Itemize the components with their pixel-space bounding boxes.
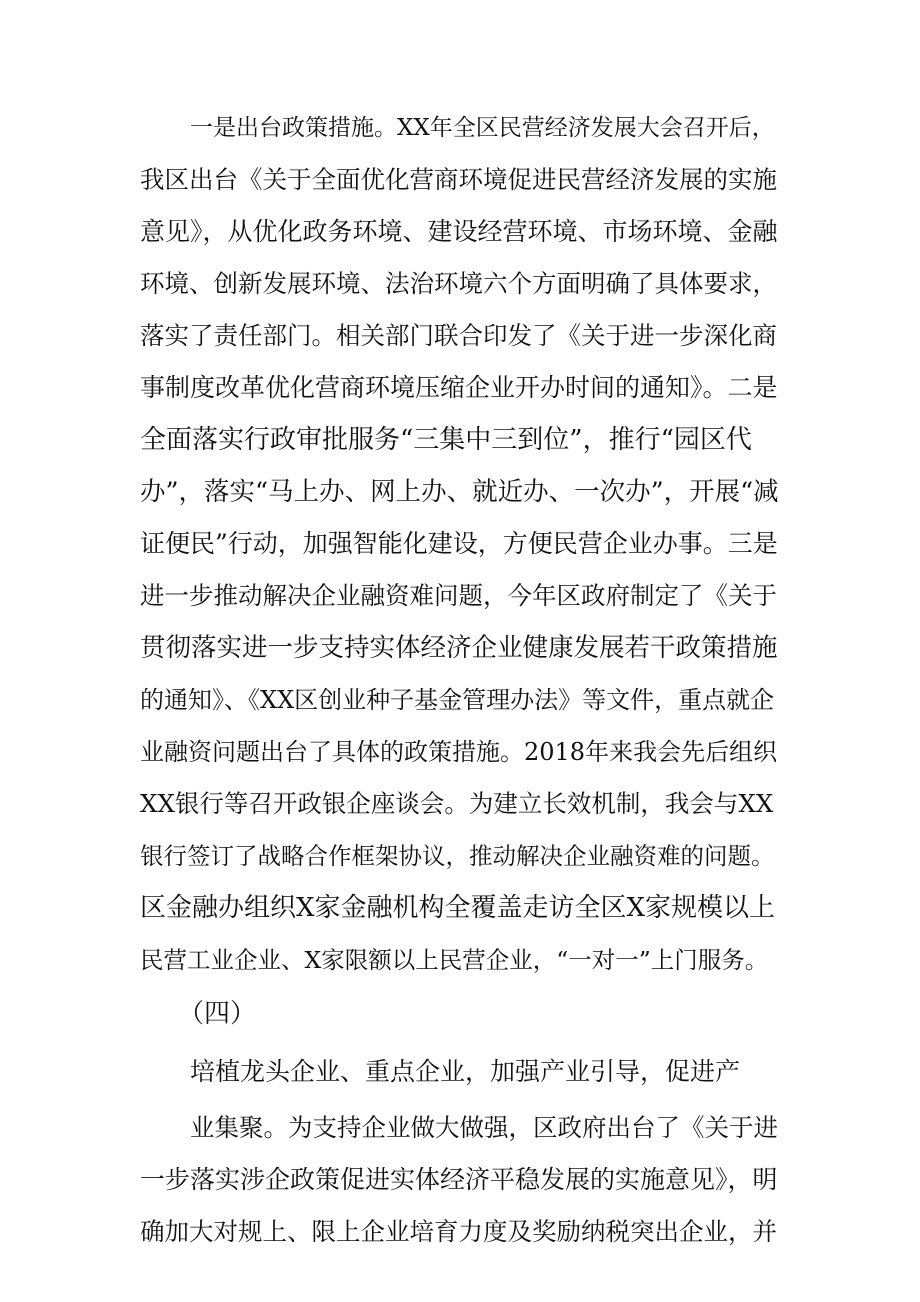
text-line-12: 的通知》、《XX区创业种子基金管理办法》等文件，重点就企 [140,686,775,714]
text-line-11: 贯彻落实进一步支持实体经济企业健康发展若干政策措施 [140,633,778,663]
text-line-20: 业集聚。为支持企业做大做强，区政府出台了《关于进 [190,1113,778,1142]
text-line-9: 证便民”行动，加强智能化建设，方便民营企业办事。三是 [140,529,778,558]
text-line-22: 确加大对规上、限上企业培育力度及奖励纳税突出企业，并 [140,1217,777,1246]
text-line-21: 一步落实涉企政策促进实体经济平稳发展的实施意见》，明 [140,1165,778,1194]
text-line-13: 业融资问题出台了具体的政策措施。2018年来我会先后组织 [140,738,778,766]
text-line-4: 环境、创新发展环境、法治环境六个方面明确了具体要求， [140,269,777,298]
text-line-17: 民营工业企业、X家限额以上民营企业，“一对一”上门服务。 [140,946,769,974]
text-line-6: 事制度改革优化营商环境压缩企业开办时间的通知》。二是 [140,373,778,402]
text-line-2: 我区出台《关于全面优化营商环境促进民营经济发展的实施 [140,165,777,194]
text-line-14: XX银行等召开政银企座谈会。为建立长效机制，我会与XX [140,789,774,818]
text-line-8: 办”，落实“马上办、网上办、就近办、一次办”，开展“减 [140,477,779,507]
section-heading: （四） [178,999,257,1029]
text-line-19: 培植龙头企业、重点企业，加强产业引导，促进产 [190,1057,741,1086]
text-line-7: 全面落实行政审批服务“三集中三到位”，推行“园区代 [140,425,752,455]
text-line-16: 区金融办组织X家金融机构全覆盖走访全区X家规模以上 [140,893,776,923]
text-line-1: 一是出台政策措施。XX年全区民营经济发展大会召开后， [190,115,775,141]
text-line-3: 意见》，从优化政务环境、建设经营环境、市场环境、金融 [140,217,778,246]
text-line-10: 进一步推动解决企业融资难问题，今年区政府制定了《关于 [140,581,777,610]
text-line-15: 银行签订了战略合作框架协议，推动解决企业融资难的问题。 [140,842,775,870]
text-line-5: 落实了责任部门。相关部门联合印发了《关于进一步深化商 [140,321,777,350]
